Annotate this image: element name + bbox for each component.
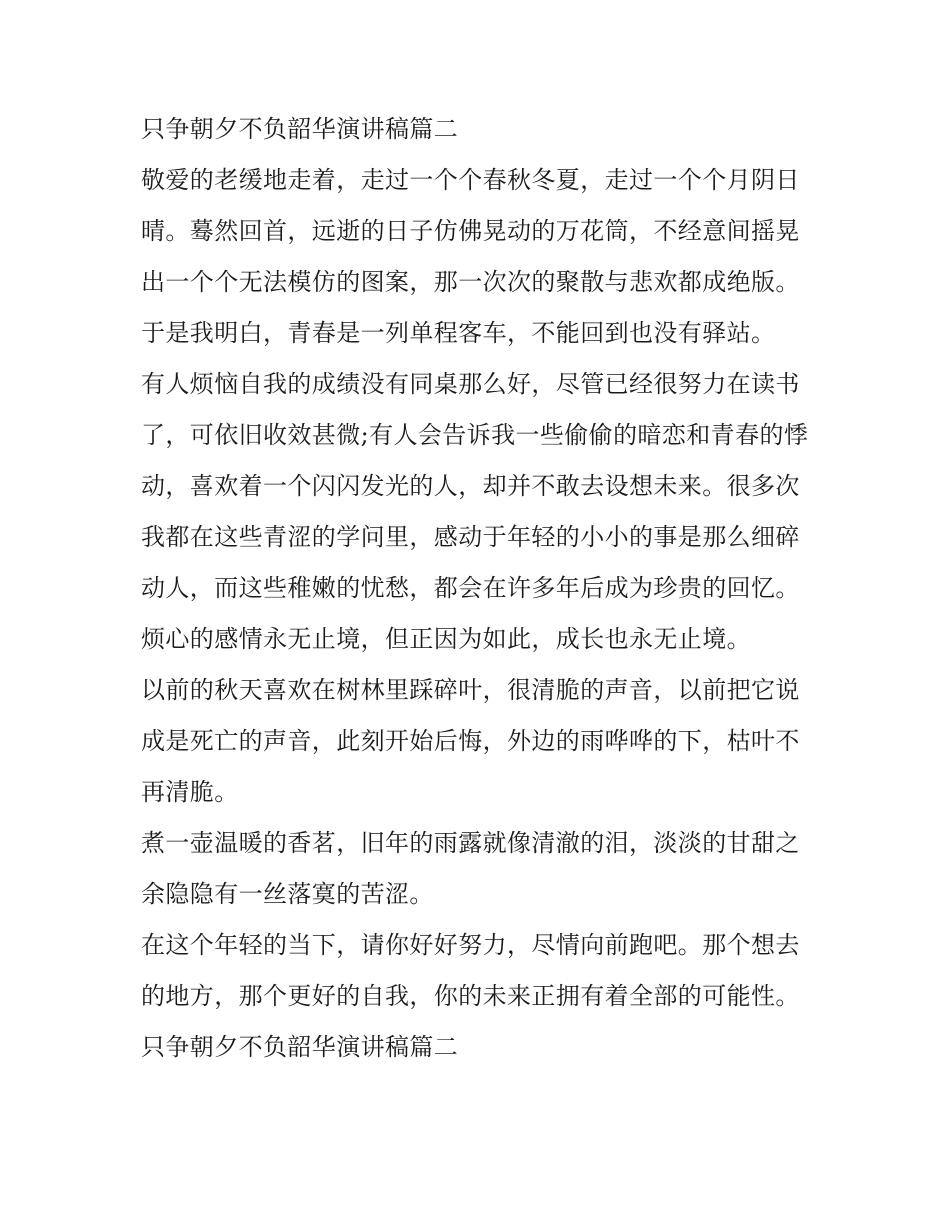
paragraph-7: 在这个年轻的当下，请你好好努力，尽情向前跑吧。那个想去的地方，那个更好的自我，你的未来正拥有着全部的可能性。 — [141, 931, 800, 1010]
document-heading-bottom: 只争朝夕不负韶华演讲稿篇二 — [141, 1033, 459, 1061]
paragraph-3: 有人烦恼自我的成绩没有同桌那么好，尽管已经很努力在读书了，可依旧收效甚微;有人会告诉我一些偷偷的暗恋和青春的悸动，喜欢着一个闪闪发光的人，却并不敢去设想未来。很多次我都在这些青涩的学问里，感动于年轻的小小的事是那么细碎动人，而这些稚嫩的忧愁，都会在许多年后成为珍贵的回忆。 — [141, 370, 809, 602]
paragraph-6: 煮一壶温暖的香茗，旧年的雨露就像清澈的泪，淡淡的甘甜之余隐隐有一丝落寞的苦涩。 — [141, 829, 800, 908]
paragraph-2: 于是我明白，青春是一列单程客车，不能回到也没有驿站。 — [141, 319, 776, 347]
paragraph-4: 烦心的感情永无止境，但正因为如此，成长也永无止境。 — [141, 625, 751, 653]
document-body — [141, 104, 813, 1073]
document-heading-top: 只争朝夕不负韶华演讲稿篇二 — [141, 115, 459, 143]
paragraph-1: 敬爱的老缓地走着，走过一个个春秋冬夏，走过一个个月阴日晴。蓦然回首，远逝的日子仿佛晃动的万花筒，不经意间摇晃出一个个无法模仿的图案，那一次次的聚散与悲欢都成绝版。 — [141, 166, 800, 296]
paragraph-5: 以前的秋天喜欢在树林里踩碎叶，很清脆的声音，以前把它说成是死亡的声音，此刻开始后悔，外边的雨哗哗的下，枯叶不再清脆。 — [141, 676, 800, 806]
